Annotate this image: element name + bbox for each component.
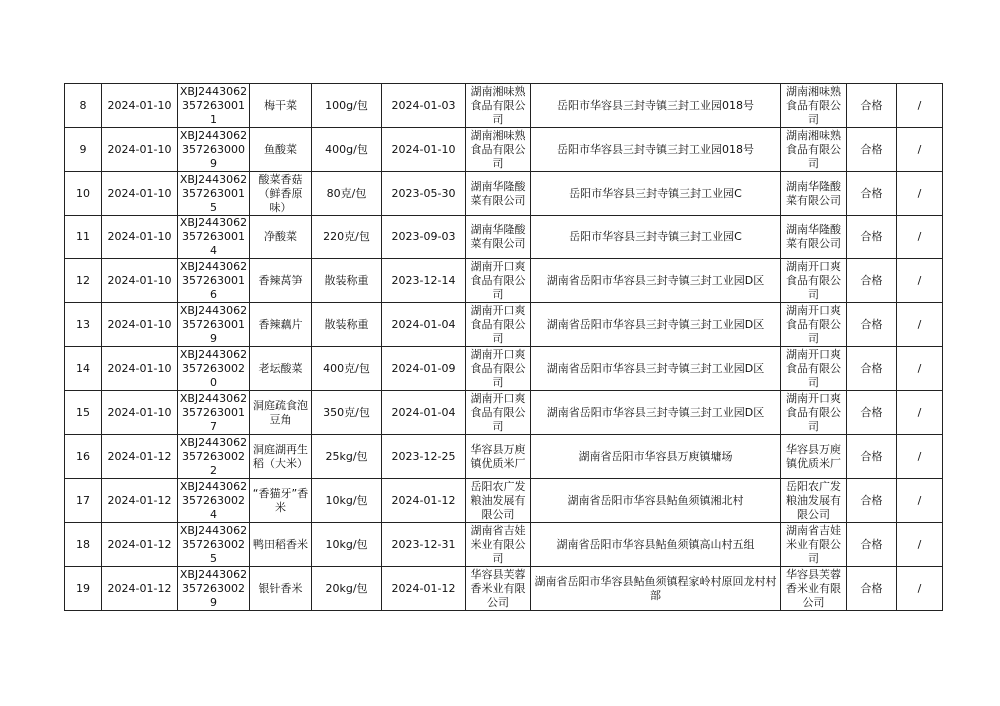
row-number-cell: 14: [65, 347, 102, 391]
production-date-cell: 2024-01-10: [382, 128, 466, 172]
sample-code-cell: XBJ24430623572630020: [178, 347, 250, 391]
remark-cell: /: [897, 523, 943, 567]
row-number-cell: 11: [65, 216, 102, 259]
product-name-cell: 老坛酸菜: [250, 347, 312, 391]
row-number-cell: 18: [65, 523, 102, 567]
remark-cell: /: [897, 303, 943, 347]
sample-code-cell: XBJ24430623572630029: [178, 567, 250, 611]
row-number-cell: 16: [65, 435, 102, 479]
result-cell: 合格: [847, 216, 897, 259]
product-name-cell: 净酸菜: [250, 216, 312, 259]
producer-address-cell: 湖南省岳阳市华容县三封寺镇三封工业园D区: [531, 259, 781, 303]
producer-address-cell: 湖南省岳阳市华容县鲇鱼须镇湘北村: [531, 479, 781, 523]
producer-address-cell: 湖南省岳阳市华容县鲇鱼须镇程家岭村原回龙村村部: [531, 567, 781, 611]
sampling-date-cell: 2024-01-12: [102, 435, 178, 479]
sample-code-cell: XBJ24430623572630009: [178, 128, 250, 172]
specification-cell: 10kg/包: [312, 523, 382, 567]
production-date-cell: 2023-05-30: [382, 172, 466, 216]
sampling-date-cell: 2024-01-10: [102, 84, 178, 128]
sampling-date-cell: 2024-01-10: [102, 128, 178, 172]
producer-address-cell: 岳阳市华容县三封寺镇三封工业园C: [531, 216, 781, 259]
remark-cell: /: [897, 347, 943, 391]
table-row: [65, 523, 943, 567]
producer-address-cell: 湖南省岳阳市华容县三封寺镇三封工业园D区: [531, 303, 781, 347]
sampled-unit-cell: 华容县芙蓉香米业有限公司: [781, 567, 847, 611]
producer-address-cell: 岳阳市华容县三封寺镇三封工业园C: [531, 172, 781, 216]
production-date-cell: 2023-12-31: [382, 523, 466, 567]
producer-address-cell: 湖南省岳阳市华容县三封寺镇三封工业园D区: [531, 347, 781, 391]
product-name-cell: 梅干菜: [250, 84, 312, 128]
sampling-date-cell: 2024-01-10: [102, 347, 178, 391]
sampling-date-cell: 2024-01-12: [102, 479, 178, 523]
remark-cell: /: [897, 216, 943, 259]
result-cell: 合格: [847, 523, 897, 567]
product-name-cell: 鱼酸菜: [250, 128, 312, 172]
inspection-results-table: [64, 83, 943, 611]
specification-cell: 220克/包: [312, 216, 382, 259]
producer-cell: 湖南华隆酸菜有限公司: [466, 216, 531, 259]
sampled-unit-cell: 湖南开口爽食品有限公司: [781, 259, 847, 303]
remark-cell: /: [897, 435, 943, 479]
production-date-cell: 2024-01-12: [382, 479, 466, 523]
remark-cell: /: [897, 567, 943, 611]
product-name-cell: 洞庭湖再生稻（大米）: [250, 435, 312, 479]
sampling-date-cell: 2024-01-10: [102, 259, 178, 303]
row-number-cell: 12: [65, 259, 102, 303]
row-number-cell: 9: [65, 128, 102, 172]
sample-code-cell: XBJ24430623572630017: [178, 391, 250, 435]
sample-code-cell: XBJ24430623572630015: [178, 172, 250, 216]
production-date-cell: 2023-12-14: [382, 259, 466, 303]
sampling-date-cell: 2024-01-12: [102, 523, 178, 567]
sample-code-cell: XBJ24430623572630022: [178, 435, 250, 479]
sampled-unit-cell: 湖南华隆酸菜有限公司: [781, 172, 847, 216]
specification-cell: 350克/包: [312, 391, 382, 435]
product-name-cell: 洞庭疏食泡豆角: [250, 391, 312, 435]
producer-address-cell: 岳阳市华容县三封寺镇三封工业园018号: [531, 128, 781, 172]
producer-cell: 岳阳农广发粮油发展有限公司: [466, 479, 531, 523]
product-name-cell: 酸菜香菇（鲜香原味）: [250, 172, 312, 216]
remark-cell: /: [897, 128, 943, 172]
producer-cell: 华容县芙蓉香米业有限公司: [466, 567, 531, 611]
production-date-cell: 2023-09-03: [382, 216, 466, 259]
production-date-cell: 2024-01-12: [382, 567, 466, 611]
product-name-cell: 香辣莴笋: [250, 259, 312, 303]
remark-cell: /: [897, 172, 943, 216]
remark-cell: /: [897, 479, 943, 523]
remark-cell: /: [897, 259, 943, 303]
result-cell: 合格: [847, 479, 897, 523]
table-row: [65, 84, 943, 128]
producer-address-cell: 湖南省岳阳市华容县万庾镇墉场: [531, 435, 781, 479]
producer-cell: 湖南湘味熟食品有限公司: [466, 84, 531, 128]
result-cell: 合格: [847, 303, 897, 347]
sample-code-cell: XBJ24430623572630024: [178, 479, 250, 523]
producer-cell: 湖南开口爽食品有限公司: [466, 259, 531, 303]
producer-address-cell: 岳阳市华容县三封寺镇三封工业园018号: [531, 84, 781, 128]
table-row: [65, 259, 943, 303]
table-row: [65, 172, 943, 216]
sampled-unit-cell: 华容县万庾镇优质米厂: [781, 435, 847, 479]
producer-cell: 湖南华隆酸菜有限公司: [466, 172, 531, 216]
sample-code-cell: XBJ24430623572630019: [178, 303, 250, 347]
specification-cell: 100g/包: [312, 84, 382, 128]
table-row: [65, 216, 943, 259]
table-row: [65, 128, 943, 172]
producer-cell: 华容县万庾镇优质米厂: [466, 435, 531, 479]
product-name-cell: 香辣藕片: [250, 303, 312, 347]
producer-cell: 湖南省吉娃米业有限公司: [466, 523, 531, 567]
sampling-date-cell: 2024-01-10: [102, 303, 178, 347]
result-cell: 合格: [847, 347, 897, 391]
sampled-unit-cell: 湖南开口爽食品有限公司: [781, 347, 847, 391]
row-number-cell: 19: [65, 567, 102, 611]
result-cell: 合格: [847, 567, 897, 611]
specification-cell: 400g/包: [312, 128, 382, 172]
sample-code-cell: XBJ24430623572630011: [178, 84, 250, 128]
producer-cell: 湖南开口爽食品有限公司: [466, 303, 531, 347]
remark-cell: /: [897, 391, 943, 435]
producer-address-cell: 湖南省岳阳市华容县三封寺镇三封工业园D区: [531, 391, 781, 435]
producer-cell: 湖南湘味熟食品有限公司: [466, 128, 531, 172]
table-row: [65, 479, 943, 523]
sampled-unit-cell: 湖南湘味熟食品有限公司: [781, 128, 847, 172]
table-row: [65, 391, 943, 435]
specification-cell: 散装称重: [312, 303, 382, 347]
sampled-unit-cell: 湖南开口爽食品有限公司: [781, 391, 847, 435]
result-cell: 合格: [847, 259, 897, 303]
row-number-cell: 15: [65, 391, 102, 435]
result-cell: 合格: [847, 391, 897, 435]
specification-cell: 80克/包: [312, 172, 382, 216]
sampling-date-cell: 2024-01-10: [102, 391, 178, 435]
row-number-cell: 13: [65, 303, 102, 347]
production-date-cell: 2024-01-09: [382, 347, 466, 391]
sampling-date-cell: 2024-01-10: [102, 172, 178, 216]
product-name-cell: 鸭田稻香米: [250, 523, 312, 567]
row-number-cell: 10: [65, 172, 102, 216]
result-cell: 合格: [847, 84, 897, 128]
sampling-date-cell: 2024-01-10: [102, 216, 178, 259]
sample-code-cell: XBJ24430623572630014: [178, 216, 250, 259]
sampled-unit-cell: 湖南华隆酸菜有限公司: [781, 216, 847, 259]
production-date-cell: 2023-12-25: [382, 435, 466, 479]
result-cell: 合格: [847, 172, 897, 216]
specification-cell: 20kg/包: [312, 567, 382, 611]
row-number-cell: 8: [65, 84, 102, 128]
result-cell: 合格: [847, 128, 897, 172]
product-name-cell: 银针香米: [250, 567, 312, 611]
table-body: [65, 84, 943, 611]
production-date-cell: 2024-01-03: [382, 84, 466, 128]
producer-address-cell: 湖南省岳阳市华容县鲇鱼须镇高山村五组: [531, 523, 781, 567]
sample-code-cell: XBJ24430623572630016: [178, 259, 250, 303]
table-row: [65, 567, 943, 611]
table-row: [65, 347, 943, 391]
sampled-unit-cell: 岳阳农广发粮油发展有限公司: [781, 479, 847, 523]
specification-cell: 25kg/包: [312, 435, 382, 479]
sampled-unit-cell: 湖南湘味熟食品有限公司: [781, 84, 847, 128]
specification-cell: 散装称重: [312, 259, 382, 303]
remark-cell: /: [897, 84, 943, 128]
table-row: [65, 303, 943, 347]
table-row: [65, 435, 943, 479]
production-date-cell: 2024-01-04: [382, 391, 466, 435]
sample-code-cell: XBJ24430623572630025: [178, 523, 250, 567]
producer-cell: 湖南开口爽食品有限公司: [466, 391, 531, 435]
result-cell: 合格: [847, 435, 897, 479]
producer-cell: 湖南开口爽食品有限公司: [466, 347, 531, 391]
sampling-date-cell: 2024-01-12: [102, 567, 178, 611]
specification-cell: 400克/包: [312, 347, 382, 391]
specification-cell: 10kg/包: [312, 479, 382, 523]
row-number-cell: 17: [65, 479, 102, 523]
product-name-cell: “香猫牙”香米: [250, 479, 312, 523]
sampled-unit-cell: 湖南开口爽食品有限公司: [781, 303, 847, 347]
sampled-unit-cell: 湖南省吉娃米业有限公司: [781, 523, 847, 567]
production-date-cell: 2024-01-04: [382, 303, 466, 347]
